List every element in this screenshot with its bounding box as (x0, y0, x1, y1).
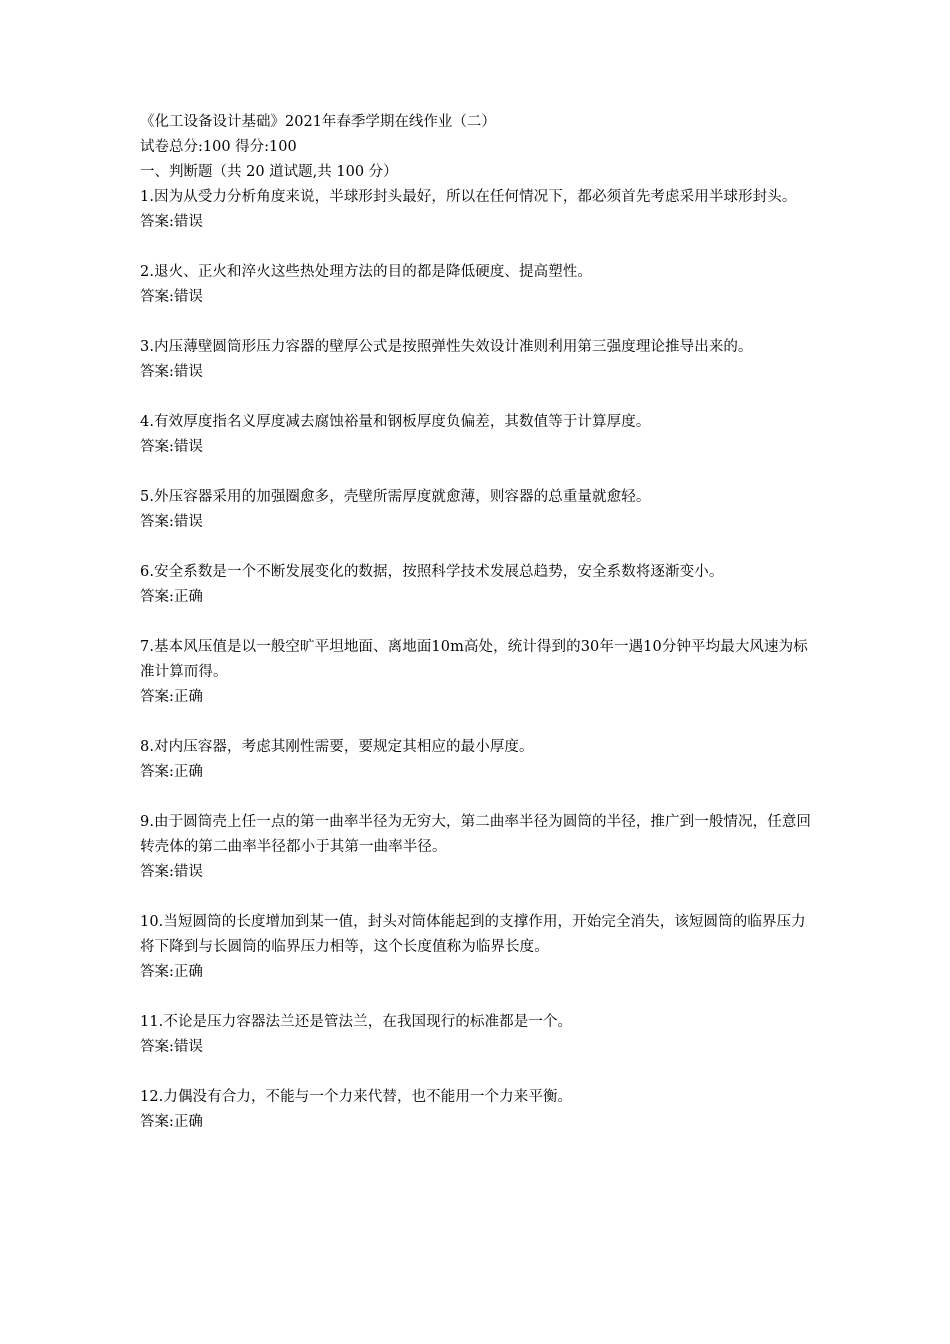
document-page (140, 110, 820, 1160)
question-item (140, 560, 820, 610)
question-text: 4.有效厚度指名义厚度减去腐蚀裕量和钢板厚度负偏差，其数值等于计算厚度。 (140, 414, 651, 430)
answer-text: 答案:正确 (140, 964, 203, 980)
question-text: 9.由于圆筒壳上任一点的第一曲率半径为无穷大，第二曲率半径为圆筒的半径，推广到一般情况，任意回转壳体的第二曲率半径都小于其第一曲率半径。 (140, 814, 812, 855)
question-item (140, 1085, 820, 1135)
question-text: 10.当短圆筒的长度增加到某一值，封头对筒体能起到的支撑作用，开始完全消失，该短圆筒的临界压力将下降到与长圆筒的临界压力相等，这个长度值称为临界长度。 (140, 914, 806, 955)
question-text: 1.因为从受力分析角度来说，半球形封头最好，所以在任何情况下，都必须首先考虑采用半球形封头。 (140, 189, 797, 205)
answer-text: 答案:错误 (140, 514, 203, 530)
answer-text: 答案:错误 (140, 289, 203, 305)
answer-text: 答案:正确 (140, 589, 203, 605)
document-title: 《化工设备设计基础》2021年春季学期在线作业（二） (140, 114, 496, 130)
question-item (140, 635, 820, 710)
question-text: 11.不论是压力容器法兰还是管法兰，在我国现行的标准都是一个。 (140, 1014, 573, 1030)
question-item (140, 335, 820, 385)
answer-text: 答案:错误 (140, 1039, 203, 1055)
answer-text: 答案:错误 (140, 864, 203, 880)
answer-text: 答案:错误 (140, 214, 203, 230)
answer-text: 答案:错误 (140, 439, 203, 455)
question-item (140, 485, 820, 535)
section-heading: 一、判断题（共 20 道试题,共 100 分） (140, 164, 398, 180)
question-text: 8.对内压容器，考虑其刚性需要，要规定其相应的最小厚度。 (140, 739, 534, 755)
question-text: 5.外压容器采用的加强圈愈多，壳壁所需厚度就愈薄，则容器的总重量就愈轻。 (140, 489, 651, 505)
question-text: 3.内压薄壁圆筒形压力容器的壁厚公式是按照弹性失效设计准则利用第三强度理论推导出来的。 (140, 339, 753, 355)
question-text: 6.安全系数是一个不断发展变化的数据，按照科学技术发展总趋势，安全系数将逐渐变小。 (140, 564, 724, 580)
question-item (140, 185, 820, 235)
question-item (140, 260, 820, 310)
question-text: 2.退火、正火和淬火这些热处理方法的目的都是降低硬度、提高塑性。 (140, 264, 593, 280)
answer-text: 答案:正确 (140, 764, 203, 780)
question-item (140, 810, 820, 885)
answer-text: 答案:正确 (140, 689, 203, 705)
question-text: 7.基本风压值是以一般空旷平坦地面、离地面10m高处，统计得到的30年一遇10分钟平均最大风速为标准计算而得。 (140, 639, 808, 680)
question-item (140, 735, 820, 785)
question-item (140, 910, 820, 985)
question-item (140, 1010, 820, 1060)
score-line: 试卷总分:100 得分:100 (140, 139, 297, 155)
answer-text: 答案:正确 (140, 1114, 203, 1130)
question-text: 12.力偶没有合力，不能与一个力来代替，也不能用一个力来平衡。 (140, 1089, 573, 1105)
answer-text: 答案:错误 (140, 364, 203, 380)
question-item (140, 410, 820, 460)
